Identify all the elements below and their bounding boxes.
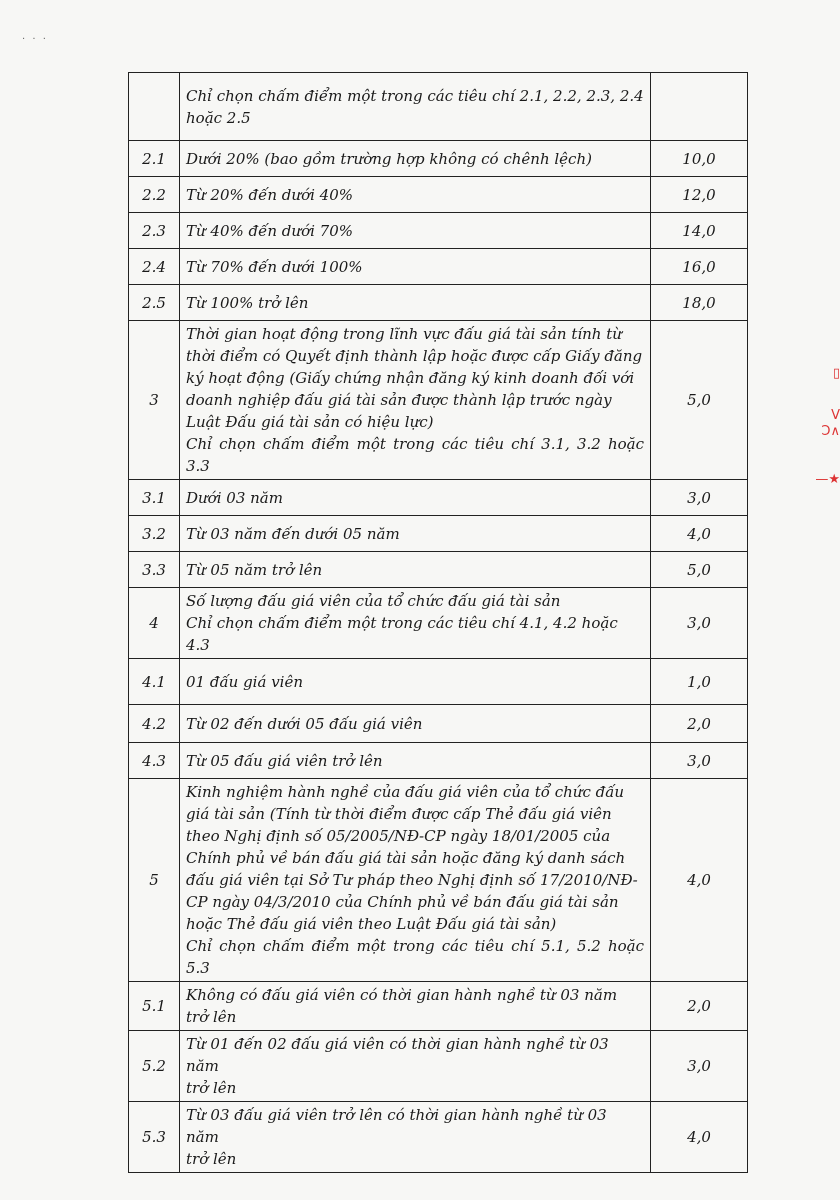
criterion-number: 3.2 xyxy=(129,516,180,552)
criterion-number xyxy=(129,73,180,141)
criterion-number: 2.5 xyxy=(129,285,180,321)
criterion-number: 4.3 xyxy=(129,743,180,779)
criterion-points: 1,0 xyxy=(651,659,748,705)
description-line: Chính phủ về bán đấu giá tài sản hoặc đăng ký danh sách xyxy=(186,849,626,867)
description-line: Luật Đấu giá tài sản có hiệu lực) xyxy=(186,413,434,431)
table-row xyxy=(129,552,748,588)
description-line: Dưới 03 năm xyxy=(186,488,283,507)
criterion-description xyxy=(180,141,651,177)
criterion-description xyxy=(180,743,651,779)
description-line: ký hoạt động (Giấy chứng nhận đăng ký kinh doanh đối với xyxy=(186,369,635,387)
description-line: Từ 01 đến 02 đấu giá viên có thời gian hành nghề từ 03 năm xyxy=(186,1035,609,1075)
criterion-points: 3,0 xyxy=(651,588,748,659)
table-row xyxy=(129,516,748,552)
criterion-points: 18,0 xyxy=(651,285,748,321)
description-line: theo Nghị định số 05/2005/NĐ-CP ngày 18/01/2005 của xyxy=(186,827,611,845)
criterion-description xyxy=(180,1031,651,1102)
criterion-number: 5.3 xyxy=(129,1102,180,1173)
criterion-description xyxy=(180,659,651,705)
criterion-description xyxy=(180,779,651,982)
criterion-points: 5,0 xyxy=(651,552,748,588)
description-line: CP ngày 04/3/2010 của Chính phủ về bán đấu giá tài sản xyxy=(186,893,619,911)
table-row xyxy=(129,73,748,141)
criterion-number: 3.1 xyxy=(129,480,180,516)
criterion-points: 2,0 xyxy=(651,982,748,1031)
criteria-table xyxy=(128,72,748,1173)
description-line: Từ 40% đến dưới 70% xyxy=(186,221,353,240)
table-row xyxy=(129,743,748,779)
criterion-description xyxy=(180,552,651,588)
criterion-points: 4,0 xyxy=(651,1102,748,1173)
description-line: trở lên xyxy=(186,1150,237,1168)
criterion-number: 2.4 xyxy=(129,249,180,285)
description-line: Dưới 20% (bao gồm trường hợp không có chênh lệch) xyxy=(186,149,592,168)
criterion-description xyxy=(180,588,651,659)
red-stamp-fragment-icon: Ɔ∧ xyxy=(821,424,840,439)
description-line: trở lên xyxy=(186,1079,237,1097)
description-line: doanh nghiệp đấu giá tài sản được thành lập trước ngày xyxy=(186,391,612,409)
scan-marks: · · · xyxy=(22,34,48,45)
criterion-points: 3,0 xyxy=(651,743,748,779)
table-row xyxy=(129,177,748,213)
table-row xyxy=(129,705,748,743)
criteria-table-body xyxy=(129,73,748,1173)
table-row xyxy=(129,982,748,1031)
table-row xyxy=(129,141,748,177)
description-line: Số lượng đấu giá viên của tổ chức đấu giá tài sản xyxy=(186,592,561,610)
criterion-number: 3.3 xyxy=(129,552,180,588)
table-row xyxy=(129,1102,748,1173)
criterion-points: 3,0 xyxy=(651,1031,748,1102)
table-row xyxy=(129,285,748,321)
criterion-description xyxy=(180,177,651,213)
red-stamp-fragment-icon: V xyxy=(831,408,840,423)
description-line: Chỉ chọn chấm điểm một trong các tiêu chí 3.1, 3.2 hoặc 3.3 xyxy=(186,435,644,475)
criterion-description xyxy=(180,249,651,285)
table-row xyxy=(129,213,748,249)
description-line: đấu giá viên tại Sở Tư pháp theo Nghị định số 17/2010/NĐ- xyxy=(186,871,638,889)
criterion-number: 5 xyxy=(129,779,180,982)
description-line: Từ 03 năm đến dưới 05 năm xyxy=(186,524,400,543)
description-line: 01 đấu giá viên xyxy=(186,672,303,691)
description-line: Từ 100% trở lên xyxy=(186,293,309,312)
criterion-points: 12,0 xyxy=(651,177,748,213)
description-line: giá tài sản (Tính từ thời điểm được cấp Thẻ đấu giá viên xyxy=(186,805,612,823)
table-row xyxy=(129,480,748,516)
criterion-number: 2.3 xyxy=(129,213,180,249)
description-line: Chỉ chọn chấm điểm một trong các tiêu chí 2.1, 2.2, 2.3, 2.4 xyxy=(186,86,644,105)
criterion-number: 5.2 xyxy=(129,1031,180,1102)
criterion-points: 16,0 xyxy=(651,249,748,285)
criterion-points: 4,0 xyxy=(651,516,748,552)
description-line: Từ 02 đến dưới 05 đấu giá viên xyxy=(186,714,423,733)
criterion-description xyxy=(180,73,651,141)
criterion-description xyxy=(180,705,651,743)
criterion-points: 14,0 xyxy=(651,213,748,249)
criterion-number: 3 xyxy=(129,321,180,480)
criterion-number: 4 xyxy=(129,588,180,659)
criterion-points: 3,0 xyxy=(651,480,748,516)
table-row xyxy=(129,1031,748,1102)
table-row xyxy=(129,659,748,705)
criterion-description xyxy=(180,285,651,321)
table-row xyxy=(129,321,748,480)
criterion-number: 5.1 xyxy=(129,982,180,1031)
description-line: Từ 05 đấu giá viên trở lên xyxy=(186,751,383,770)
criterion-points: 10,0 xyxy=(651,141,748,177)
criterion-number: 2.2 xyxy=(129,177,180,213)
red-stamp-fragment-icon: —★ xyxy=(815,472,840,487)
description-line: thời điểm có Quyết định thành lập hoặc được cấp Giấy đăng xyxy=(186,347,643,365)
criterion-number: 4.2 xyxy=(129,705,180,743)
description-line: Không có đấu giá viên có thời gian hành nghề từ 03 năm xyxy=(186,986,618,1004)
description-line: Từ 03 đấu giá viên trở lên có thời gian hành nghề từ 03 năm xyxy=(186,1106,607,1146)
criterion-description xyxy=(180,321,651,480)
table-row xyxy=(129,779,748,982)
table-row xyxy=(129,249,748,285)
criterion-points xyxy=(651,73,748,141)
description-line: Từ 05 năm trở lên xyxy=(186,560,323,579)
criterion-number: 2.1 xyxy=(129,141,180,177)
criterion-points: 4,0 xyxy=(651,779,748,982)
description-line: Chỉ chọn chấm điểm một trong các tiêu chí 5.1, 5.2 hoặc 5.3 xyxy=(186,937,644,977)
criterion-points: 2,0 xyxy=(651,705,748,743)
table-row xyxy=(129,588,748,659)
description-line: Từ 70% đến dưới 100% xyxy=(186,257,363,276)
description-line: Thời gian hoạt động trong lĩnh vực đấu giá tài sản tính từ xyxy=(186,325,622,343)
description-line: Chỉ chọn chấm điểm một trong các tiêu chí 4.1, 4.2 hoặc 4.3 xyxy=(186,614,618,654)
description-line: hoặc Thẻ đấu giá viên theo Luật Đấu giá tài sản) xyxy=(186,915,557,933)
description-line: Kinh nghiệm hành nghề của đấu giá viên của tổ chức đấu xyxy=(186,783,625,801)
description-line: hoặc 2.5 xyxy=(186,108,251,127)
description-line: trở lên xyxy=(186,1008,237,1026)
red-stamp-fragment-icon: ▯ xyxy=(832,366,840,381)
criterion-description xyxy=(180,982,651,1031)
criterion-points: 5,0 xyxy=(651,321,748,480)
criterion-description xyxy=(180,1102,651,1173)
criterion-description xyxy=(180,480,651,516)
criterion-description xyxy=(180,213,651,249)
criterion-number: 4.1 xyxy=(129,659,180,705)
description-line: Từ 20% đến dưới 40% xyxy=(186,185,353,204)
criterion-description xyxy=(180,516,651,552)
